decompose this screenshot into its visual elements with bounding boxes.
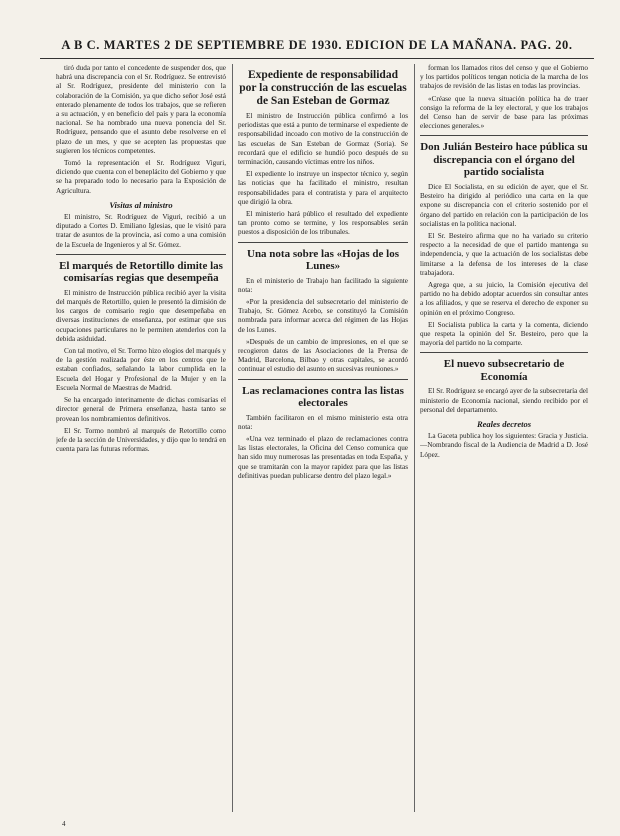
column-3 (420, 64, 588, 814)
masthead: A B C. MARTES 2 DE SEPTIEMBRE DE 1930. EDICION DE LA MAÑANA. PAG. 20. (40, 38, 594, 59)
paragraph: El ministro de Instrucción pública recibió ayer la visita del marqués de Retortillo, quien le presentó la dimisión de los cargos de comisario regio que desempeñaba en diversas instituciones de enseñanza, por estimar que sus ocupaciones particulares no le permiten atenderlos con la debida asiduidad. (56, 288, 226, 343)
paragraph: Con tal motivo, el Sr. Tormo hizo elogios del marqués y de la gestión realizada por éste en los centros que le estaban confiados, señalando la labor cumplida en la Escuela del Hogar y Profesional de la Mujer y en la Escuela Normal de Maestras de Madrid. (56, 347, 226, 392)
column-2 (238, 64, 408, 814)
footer-mark: 4 (62, 820, 66, 828)
column-rule (414, 64, 415, 812)
paragraph: El Sr. Rodríguez se encargó ayer de la subsecretaría del ministerio de Economía nacional, siendo recibido por el personal del departamento. (420, 387, 588, 414)
paragraph: El ministerio hará público el resultado del expediente tan pronto como se termine, y los responsables serán puestos a disposición de los tribunales. (238, 210, 408, 237)
paragraph: El ministro, Sr. Rodríguez de Viguri, recibió a un diputado a Cortes D. Emiliano Iglesias, que le visitó para tratar de asuntos de la provincia, así como a una comisión de la Escuela de Ingenieros y al Sr. Gómez. (56, 213, 226, 249)
headline-besteiro: Don Julián Besteiro hace pública su discrepancia con el órgano del partido socialista (420, 141, 588, 179)
paragraph: «Créase que la nueva situación política ha de traer consigo la reforma de la ley electoral, y que los trabajos del Censo han de servir de base para las próximas elecciones generales.» (420, 94, 588, 131)
divider (238, 379, 408, 380)
column-1 (56, 64, 226, 814)
divider (420, 352, 588, 353)
paragraph: Se ha encargado interinamente de dichas comisarías el director general de Primera enseñanza, hasta tanto se provean los nombramientos definitivos. (56, 396, 226, 423)
paragraph: También facilitaron en el mismo ministerio esta otra nota: (238, 413, 408, 431)
headline-reclamaciones: Las reclamaciones contra las listas electorales (242, 384, 404, 410)
headline-nota: Una nota sobre las «Hojas de los Lunes» (247, 247, 399, 273)
paragraph: «Por la presidencia del subsecretario del ministerio de Trabajo, Sr. Gómez Acebo, se constituyó la Comisión nombrada para informar acerca del régimen de las Hojas de los Lunes. (238, 298, 408, 334)
paragraph: El Sr. Besteiro afirma que no ha variado su criterio respecto a la necesidad de que el partido mantenga su independencia, y que la actuación de los socialistas debe limitarse a la defensa de los intereses de la clase trabajadora. (420, 231, 588, 277)
divider (238, 242, 408, 243)
paragraph: Agrega que, a su juicio, la Comisión ejecutiva del partido no ha debido adoptar acuerdos sin consultar antes a los afiliados, y que se reserva el derecho de exponer su opinión en el próximo Congreso. (420, 280, 588, 317)
paragraph: tiró duda por tanto el concedente de suspender dos, que habrá una discrepancia con el Sr. Rodríguez. Se entrevistó al Sr. Rodríguez, presidente del ministerio con la colaboración de la Comisión, ya que dicho señor José está enterado plenamente de todos los trabajos, que se refieren a su actuación, y en beneficio del país y para la economía nacional. Se ha nombrado una nueva ponencia del Sr. Rodríguez, pensando que el asunto debe resolverse en el plazo de un mes, y que se acepten las propuestas que sugieren los técnicos competentes. (56, 64, 226, 155)
paragraph: Dice El Socialista, en su edición de ayer, que el Sr. Besteiro ha dirigido al periódico una carta en la que expone su discrepancia con el criterio sostenido por el órgano del partido en relación con la participación de los socialistas en la política nacional. (420, 182, 588, 228)
subheading-visitas: Visitas al ministro (109, 199, 173, 210)
paragraph: »Después de un cambio de impresiones, en el que se recogieron datos de las Asociaciones de la Prensa de Madrid, Barcelona, Bilbao y otras capitales, se acordó continuar el estudio del asunto en sucesivas reuniones.» (238, 337, 408, 374)
divider (56, 254, 226, 255)
paragraph: El Socialista publica la carta y la comenta, diciendo que respeta la opinión del Sr. Besteiro, pero que la mayoría del partido no la comparte. (420, 320, 588, 348)
paragraph: «Una vez terminado el plazo de reclamaciones contra las listas electorales, la Oficina del Censo comunica que han sido muy numerosas las presentadas en toda España, y que se tramitarán con la mayor rapidez para que las listas definitivas puedan publicarse dentro del plazo legal.» (238, 435, 408, 480)
headline-expediente: Expediente de responsabilidad por la construcción de las escuelas de San Esteban de Gormaz (239, 69, 407, 107)
paragraph: El expediente lo instruye un inspector técnico y, según las noticias que ha facilitado el ministro, resultan responsabilidades para el contratista y para el arquitecto que dirigió la obra. (238, 170, 408, 206)
paragraph: forman los llamados ritos del censo y que el Gobierno y los partidos políticos tengan noticia de la marcha de los trabajos de revisión de las listas en todas las provincias. (420, 64, 588, 91)
headline-subsecretario: El nuevo subsecretario de Economía (443, 358, 565, 383)
column-rule (232, 64, 233, 812)
paragraph: En el ministerio de Trabajo han facilitado la siguiente nota: (238, 276, 408, 294)
subheading-decretos: Reales decretos (476, 418, 532, 429)
headline-retortillo: El marqués de Retortillo dimite las comisarías regias que desempeña (59, 259, 223, 285)
paragraph: El ministro de Instrucción pública confirmó a los periodistas que está a punto de terminarse el expediente de responsabilidad incoado con motivo de la construcción de las escuelas de San Esteban de Gormaz (Soria). Se recordará que el edificio se hundió poco después de su terminación, causando víctimas entre los niños. (238, 112, 408, 167)
paragraph: La Gaceta publica hoy los siguientes: Gracia y Justicia.—Nombrando fiscal de la Audiencia de Madrid a D. José López. (420, 432, 588, 459)
divider (420, 135, 588, 136)
paragraph: Tomó la representación el Sr. Rodríguez Viguri, diciendo que cuenta con el beneplácito del Gobierno y que se ha preparado todo lo necesario para la Exposición de Agricultura. (56, 159, 226, 195)
paragraph: El Sr. Tormo nombró al marqués de Retortillo como jefe de la sección de Universidades, y dijo que lo tendrá en cuenta para las futuras reformas. (56, 426, 226, 454)
